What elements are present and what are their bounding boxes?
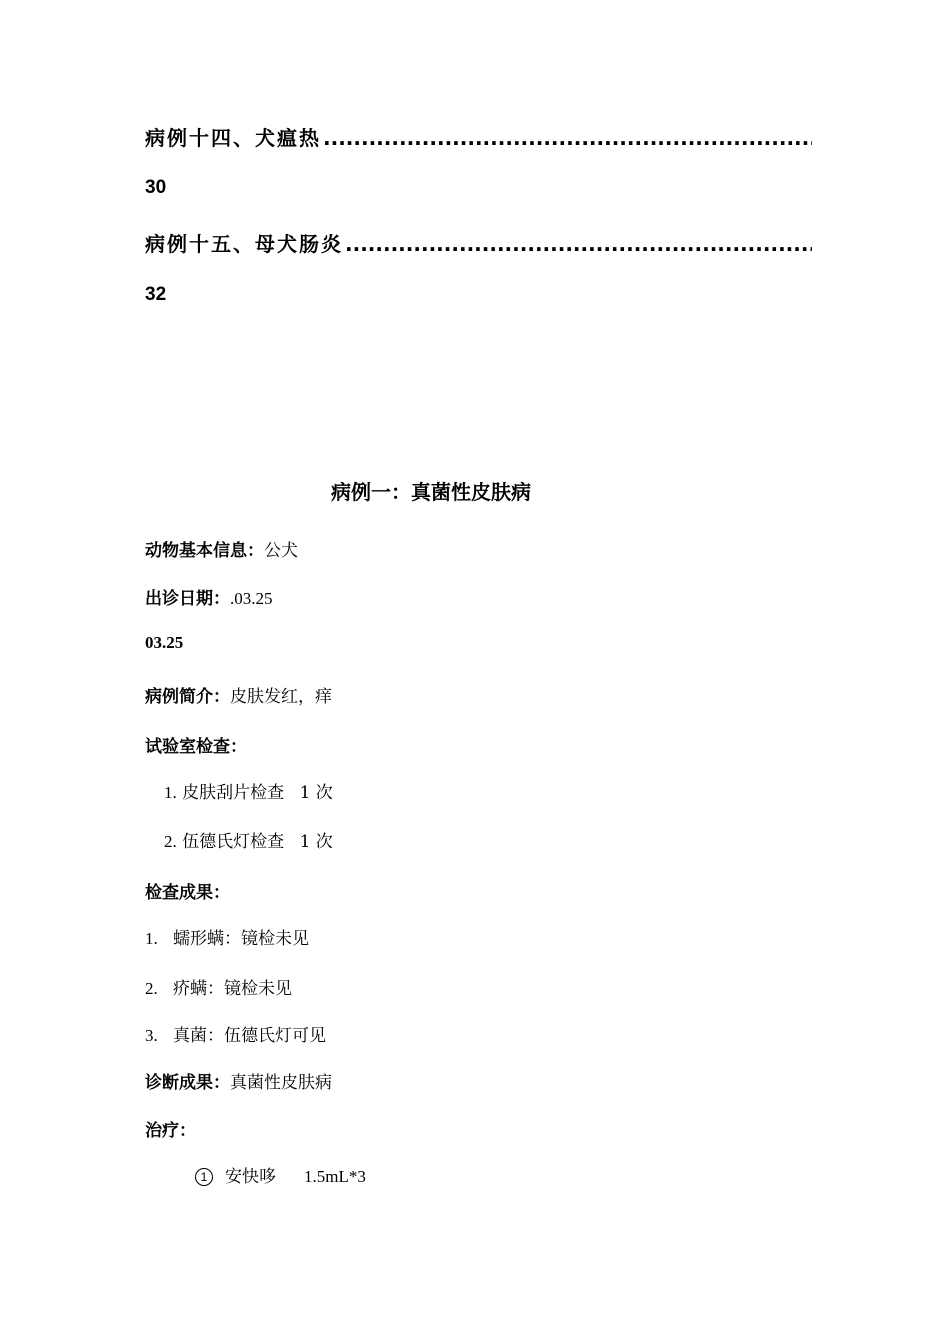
lab-item-index: 1.: [164, 783, 177, 802]
visit-date-value: .03.25: [230, 589, 273, 608]
results-heading: [145, 878, 230, 903]
lab-item-count: 1 次: [299, 832, 333, 852]
result-item: [145, 974, 292, 999]
toc-leader-dots: [323, 126, 812, 150]
result-item: [145, 1021, 326, 1046]
lab-item-count: 1 次: [299, 783, 333, 803]
result-item-index: 1.: [145, 929, 158, 948]
lab-check-heading: [145, 732, 247, 757]
case-brief-label: 病例简介：: [145, 687, 230, 707]
visit-date-line: [145, 584, 273, 609]
result-item-text: 真菌：伍德氏灯可见: [173, 1026, 326, 1046]
results-label: 检查成果：: [145, 883, 230, 903]
diagnosis-value: 真菌性皮肤病: [230, 1073, 332, 1093]
lab-item-index: 2.: [164, 832, 177, 851]
diagnosis-line: [145, 1068, 332, 1093]
result-item-text: 疥螨：镜检未见: [173, 979, 292, 999]
result-item-index: 2.: [145, 979, 158, 998]
treatment-label: 治疗：: [145, 1121, 196, 1141]
visit-date-label: 出诊日期：: [145, 589, 230, 609]
result-item: [145, 924, 309, 949]
toc-entry[interactable]: [145, 122, 812, 151]
animal-info-label: 动物基本信息：: [145, 541, 264, 561]
treatment-dose: 1.5mL*3: [304, 1167, 366, 1186]
toc-entry-title: 病例十五、母犬肠炎: [145, 232, 343, 256]
case-brief-line: [145, 682, 332, 707]
treatment-drug: 安快哆: [225, 1167, 276, 1187]
treatment-item: [195, 1162, 366, 1187]
lab-item: [164, 827, 333, 852]
circled-number-marker: 1: [195, 1168, 213, 1186]
lab-item: [164, 778, 333, 803]
toc-entry-title: 病例十四、犬瘟热: [145, 126, 321, 150]
case-brief-value: 皮肤发红，痒: [230, 687, 332, 707]
lab-check-label: 试验室检查：: [145, 737, 247, 757]
diagnosis-label: 诊断成果：: [145, 1073, 230, 1093]
toc-entry-page: 32: [145, 284, 167, 305]
treatment-heading: [145, 1116, 196, 1141]
animal-info-value: 公犬: [264, 541, 298, 561]
visit-date-extra: [145, 633, 183, 653]
lab-item-text: 皮肤刮片检查: [182, 783, 285, 803]
result-item-index: 3.: [145, 1026, 158, 1045]
animal-info-line: [145, 536, 298, 561]
result-item-text: 蠕形螨：镜检未见: [173, 929, 309, 949]
case-title: 病例一：真菌性皮肤病: [331, 480, 531, 504]
lab-item-text: 伍德氏灯检查: [182, 832, 285, 852]
toc-leader-dots: [345, 232, 812, 256]
toc-entry-page: 30: [145, 177, 167, 198]
visit-date-extra-value: 03.25: [145, 633, 184, 652]
toc-entry[interactable]: [145, 228, 812, 257]
